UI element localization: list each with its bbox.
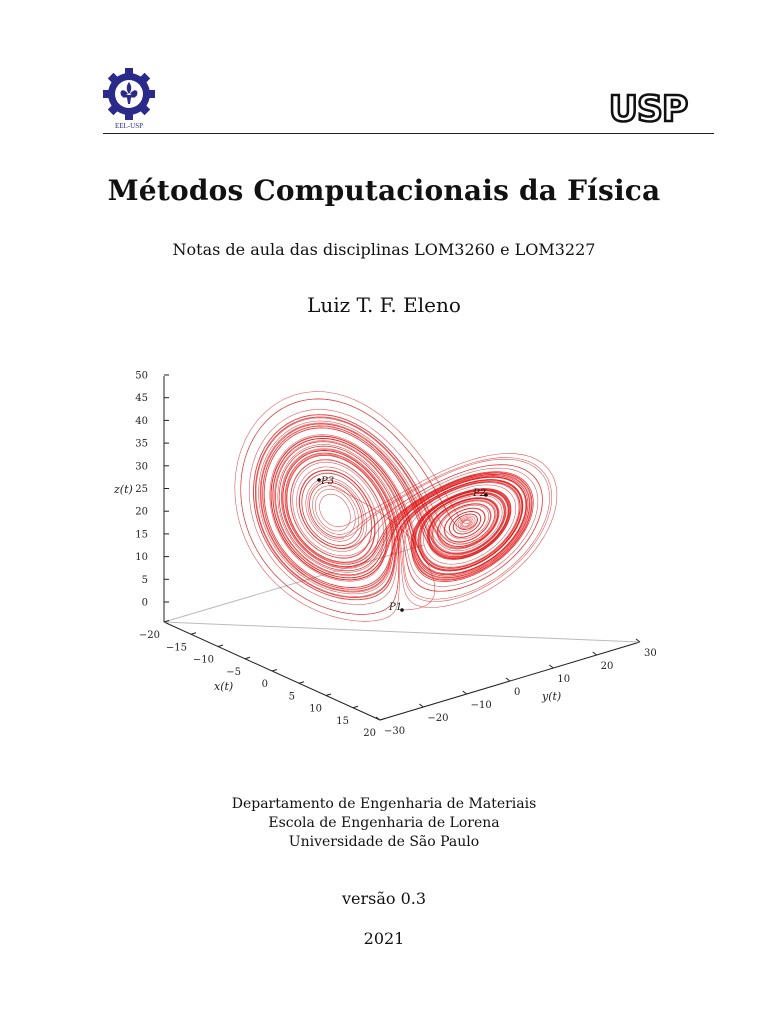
point-p1-label: P1 (389, 602, 403, 613)
x-tick-label: 15 (336, 715, 349, 727)
z-tick-label: 30 (135, 461, 148, 473)
point-p2-label: P2 (473, 488, 487, 499)
year-label: 2021 (363, 929, 405, 948)
y-tick-mark (419, 704, 423, 707)
x-tick-mark (245, 657, 250, 659)
document-title: Métodos Computacionais da Física (107, 174, 661, 207)
x-tick-label: −20 (138, 630, 160, 641)
z-axis-label: z(t) (114, 483, 133, 496)
affiliation-block (0, 795, 768, 852)
z-tick-label: 10 (135, 552, 148, 564)
y-tick-label: 20 (600, 661, 614, 672)
y-axis-label: y(t) (542, 690, 562, 703)
usp-logo-text: USP (608, 89, 688, 126)
y-tick-mark (549, 665, 553, 668)
x-tick-label: −15 (165, 642, 187, 654)
lorenz-attractor-figure (100, 360, 680, 760)
x-tick-mark (326, 694, 331, 696)
z-tick-label: 40 (135, 415, 148, 427)
affiliation-university: Universidade de São Paulo (288, 834, 480, 850)
y-tick-label: 10 (557, 674, 571, 685)
y-tick-mark (463, 691, 467, 694)
z-tick-label: 0 (141, 597, 148, 609)
trajectory-segment (282, 449, 398, 567)
z-tick-label: 15 (135, 529, 148, 541)
x-tick-mark (218, 645, 223, 647)
x-tick-label: 5 (288, 691, 295, 703)
eel-usp-logo (102, 68, 156, 130)
x-tick-mark (353, 706, 358, 708)
eel-usp-logo-text: EEL-USP (115, 122, 143, 130)
author-name: Luiz T. F. Eleno (307, 293, 461, 317)
x-axis-label: x(t) (214, 680, 234, 693)
x-tick-label: −5 (226, 666, 241, 678)
y-tick-label: −10 (470, 700, 492, 711)
x-axis-ticks (139, 621, 385, 740)
x-tick-label: 0 (261, 679, 268, 690)
z-tick-label: 45 (135, 393, 148, 405)
y-tick-label: −30 (384, 726, 406, 737)
z-tick-label: 25 (135, 484, 148, 495)
z-tick-label: 5 (141, 574, 148, 586)
y-tick-label: 0 (514, 687, 521, 698)
affiliation-school: Escola de Engenharia de Lorena (268, 815, 500, 831)
x-tick-mark (299, 682, 304, 684)
x-tick-mark (380, 719, 385, 721)
document-subtitle: Notas de aula das disciplinas LOM3260 e LOM3227 (172, 240, 596, 259)
y-tick-label: −20 (427, 713, 449, 724)
y-tick-label: 30 (644, 648, 657, 659)
y-tick-mark (506, 678, 510, 681)
trajectory-segment (241, 399, 532, 614)
z-tick-label: 35 (135, 438, 148, 450)
x-tick-label: 10 (309, 703, 322, 715)
version-label: versão 0.3 (341, 889, 427, 908)
z-tick-label: 50 (135, 370, 148, 382)
y-axis-ticks (376, 639, 657, 737)
x-tick-mark (272, 670, 277, 672)
header-rule (103, 133, 714, 134)
affiliation-department: Departamento de Engenharia de Materiais (231, 796, 537, 812)
point-p3-label: P3 (321, 476, 335, 487)
y-tick-mark (593, 652, 597, 655)
x-tick-label: −10 (192, 654, 214, 666)
x-tick-mark (191, 633, 196, 635)
x-tick-label: 20 (363, 728, 376, 739)
z-tick-label: 20 (135, 506, 148, 518)
usp-logo (600, 88, 697, 126)
